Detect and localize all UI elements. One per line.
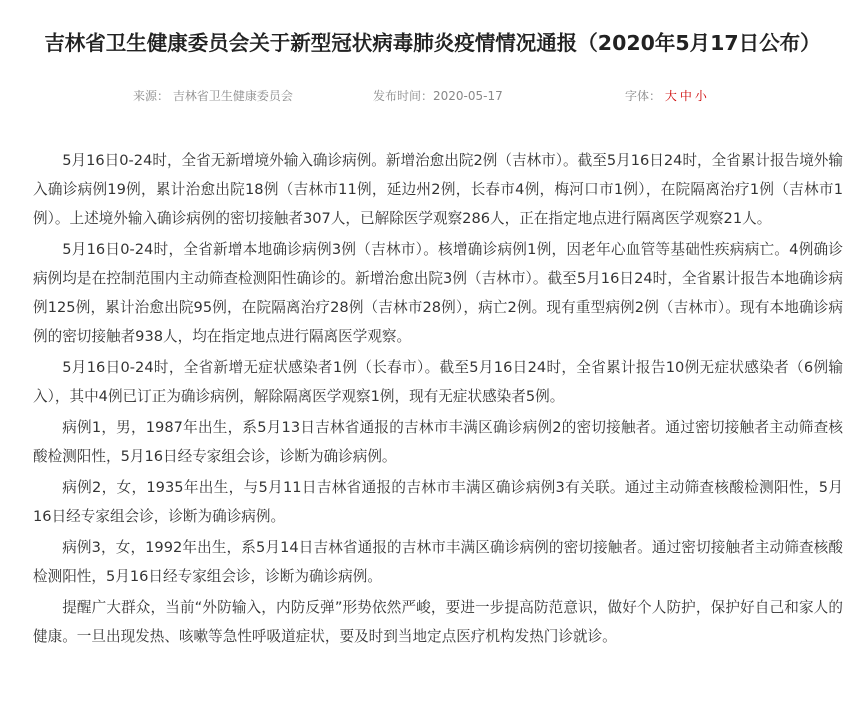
article-paragraph: 病例1，男，1987年出生，系5月13日吉林省通报的吉林市丰满区确诊病例2的密切接触者。通过密切接触者主动筛查核酸检测阳性，5月16日经专家组会诊，诊断为确诊病例。 <box>33 419 843 465</box>
date-label: 发布时间： <box>373 89 434 103</box>
font-medium-link[interactable]: 中 <box>679 89 692 103</box>
article-paragraph: 5月16日0-24时，全省新增无症状感染者1例（长春市）。截至5月16日24时，全省累计报告10例无症状感染者（6例输入），其中4例已订正为确诊病例，解除隔离医学观察1例，现有无症状感染者5例。 <box>33 359 843 405</box>
font-label: 字体： <box>625 89 662 103</box>
article-meta <box>0 86 865 106</box>
article-paragraph: 病例2，女，1935年出生，与5月11日吉林省通报的吉林市丰满区确诊病例3有关联。通过主动筛查核酸检测阳性，5月16日经专家组会诊，诊断为确诊病例。 <box>33 479 843 525</box>
source-value: 吉林省卫生健康委员会 <box>172 89 293 103</box>
article-paragraph: 提醒广大群众，当前“外防输入，内防反弹”形势依然严峻，要进一步提高防范意识，做好个人防护，保护好自己和家人的健康。一旦出现发热、咳嗽等急性呼吸道症状，要及时到当地定点医疗机构发热门诊就诊。 <box>33 599 843 645</box>
font-large-link[interactable]: 大 <box>664 89 677 103</box>
article-paragraph: 5月16日0-24时，全省新增本地确诊病例3例（吉林市）。核增确诊病例1例，因老年心血管等基础性疾病病亡。4例确诊病例均是在控制范围内主动筛查检测阳性确诊的。新增治愈出院3例（吉林市）。截至5月16日24时，全省累计报告本地确诊病例125例，累计治愈出院95例，在院隔离治疗28例（吉林市28例），病亡2例。现有重型病例2例（吉林市）。现有本地确诊病例的密切接触者938人，均在指定地点进行隔离医学观察。 <box>33 241 843 345</box>
date-value: 2020-05-17 <box>433 89 503 103</box>
meta-source <box>133 86 293 106</box>
font-size-selector <box>625 86 710 106</box>
source-label: 来源： <box>133 89 170 103</box>
article-paragraph: 5月16日0-24时，全省无新增境外输入确诊病例。新增治愈出院2例（吉林市）。截至5月16日24时，全省累计报告境外输入确诊病例19例，累计治愈出院18例（吉林市11例，延边州2例，长春市4例，梅河口市1例），在院隔离治疗1例（吉林市1例）。上述境外输入确诊病例的密切接触者307人，已解除医学观察286人，正在指定地点进行隔离医学观察21人。 <box>33 152 843 227</box>
article-body <box>33 146 843 653</box>
article-paragraph: 病例3，女，1992年出生，系5月14日吉林省通报的吉林市丰满区确诊病例的密切接触者。通过密切接触者主动筛查核酸检测阳性，5月16日经专家组会诊，诊断为确诊病例。 <box>33 539 843 585</box>
meta-publish-date <box>373 86 503 106</box>
article-title: 吉林省卫生健康委员会关于新型冠状病毒肺炎疫情情况通报（2020年5月17日公布） <box>44 31 821 55</box>
font-small-link[interactable]: 小 <box>694 89 707 103</box>
